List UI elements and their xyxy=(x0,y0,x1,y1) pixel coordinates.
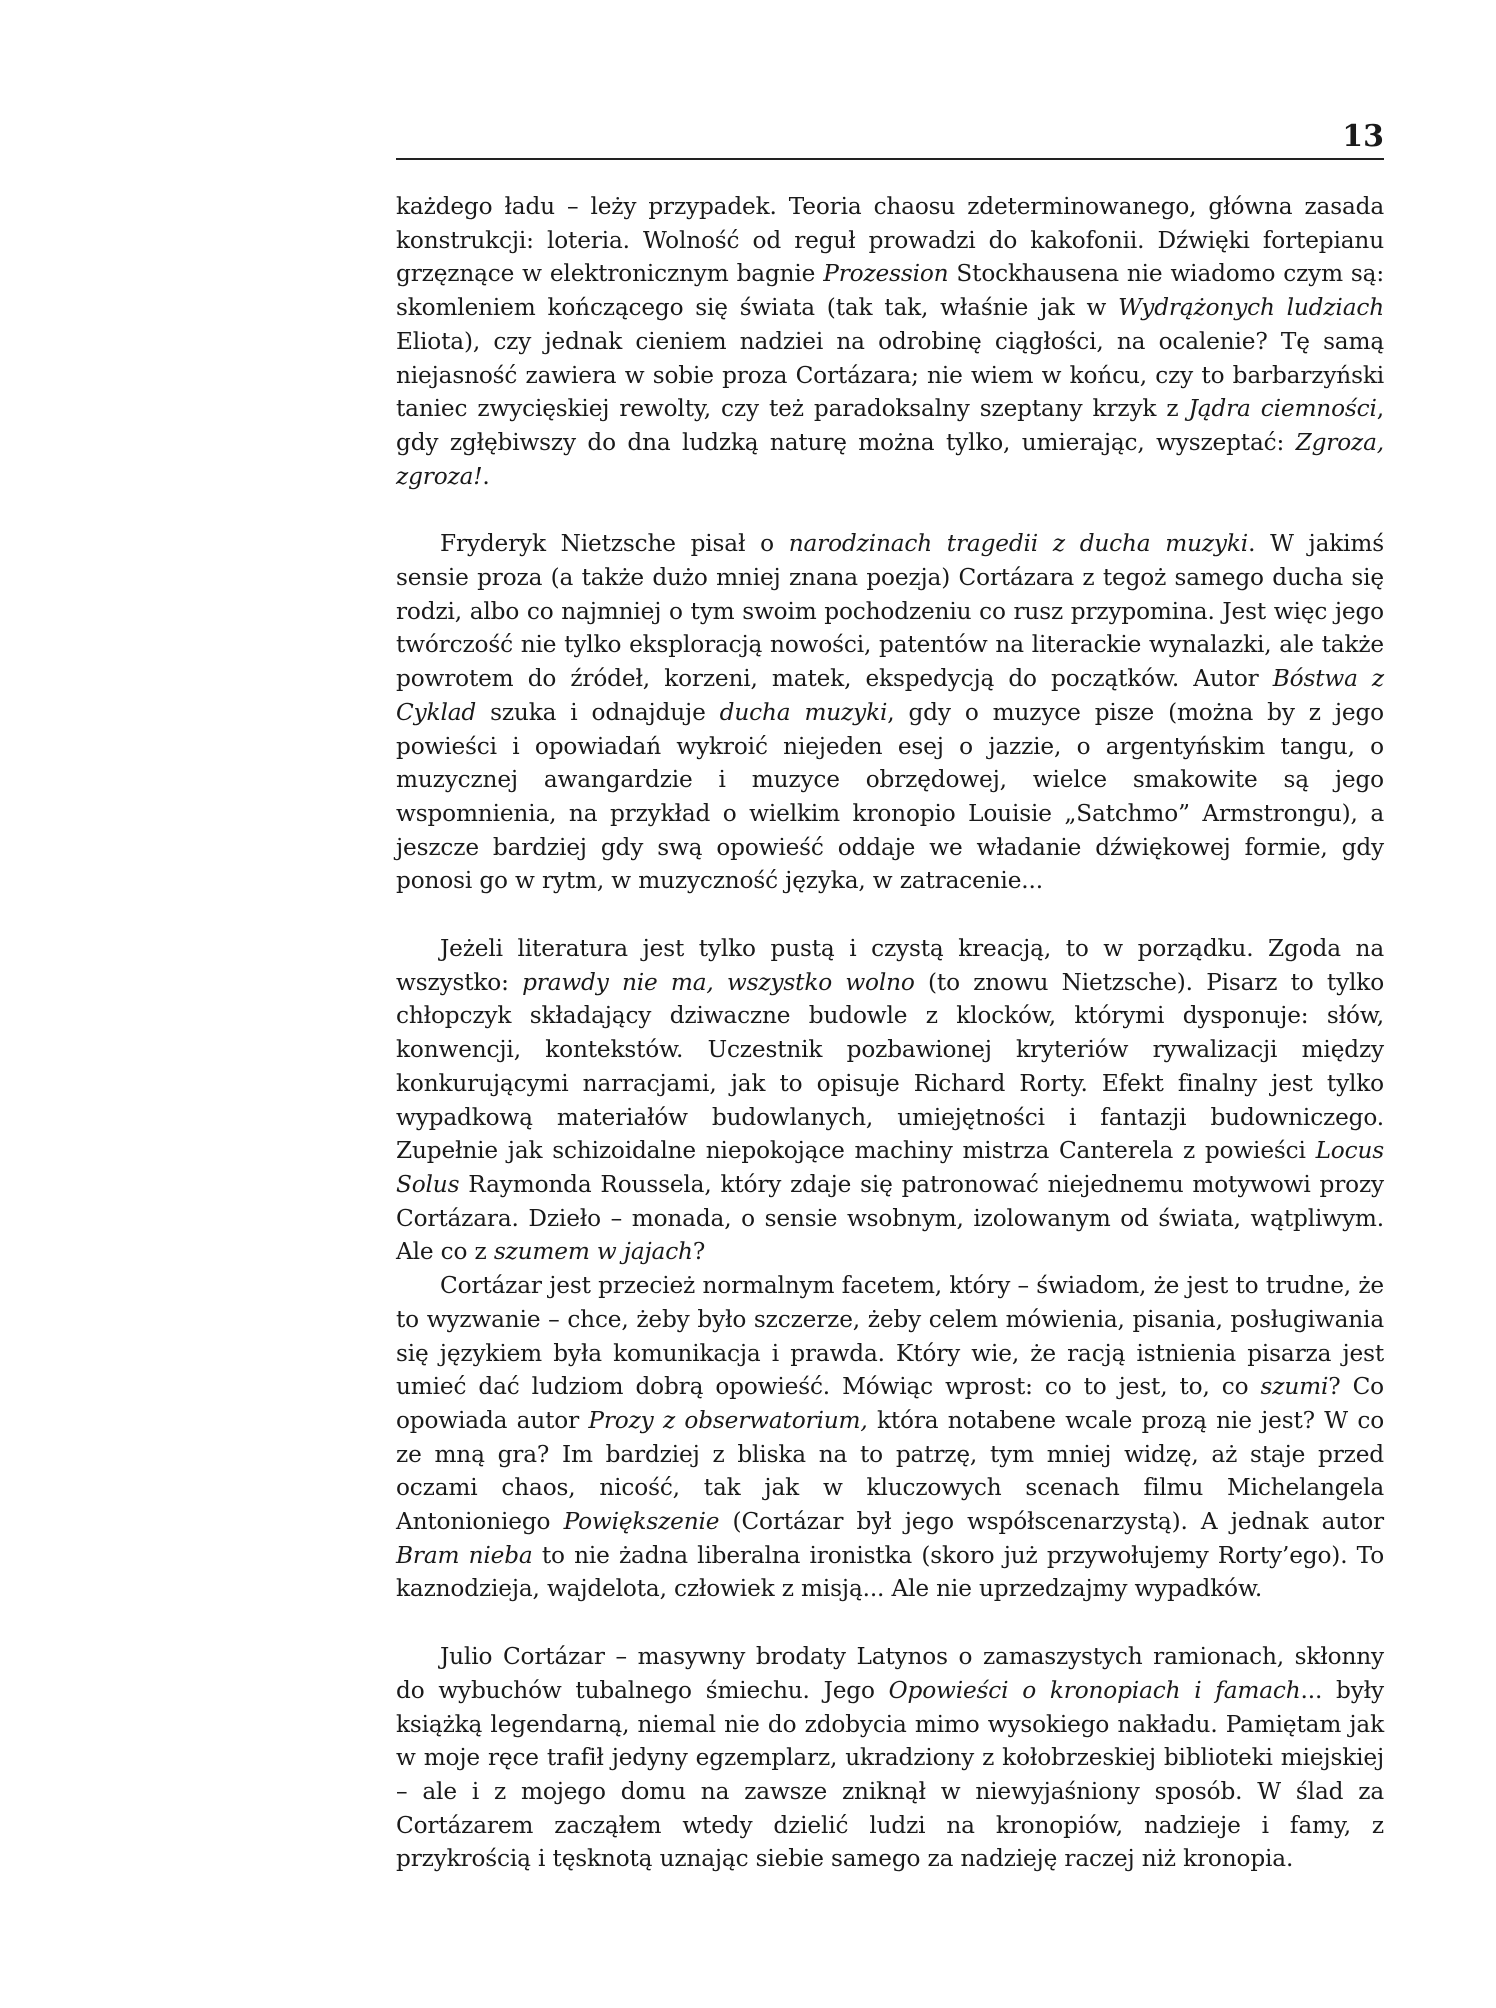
text-run: która notabene wcale prozą nie jest? W co ze mną gra? Im bardziej z bliska na to patrzę, tym mniej widzę, aż staje przed oczami chaos, nicość, tak jak w kluczowych scenach filmu Michelangela Antonioniego xyxy=(396,1406,1384,1536)
italic-title: szumi xyxy=(1260,1373,1329,1401)
paragraph-2 xyxy=(396,527,1384,898)
text-run: to nie żadna liberalna ironistka (skoro już przywołujemy Rorty’ego). To kaznodzieja, wajdelota, człowiek z misją... Ale nie uprzedzajmy wypadków. xyxy=(396,1541,1385,1603)
text-run: ? Co opowiada autor xyxy=(396,1373,1384,1434)
text-run: (to znowu Nietzsche). Pisarz to tylko chłopczyk składający dziwaczne budowle z klocków, którymi dysponuje: słów, konwencji, kontekstów. Uczestnik pozbawionej kryteriów rywalizacji między konkurującymi narracjami, jak to opisuje Richard Rorty. Efekt finalny jest tylko wypadkową materiałów budowlanych, umiejętności i fantazji budowniczego. Zupełnie jak schizoidalne niepokojące machiny mistrza Canterela z powieści xyxy=(396,968,1385,1165)
paragraph-4 xyxy=(396,1269,1384,1606)
text-run: ? xyxy=(692,1238,706,1266)
text-run: szuka i odnajduje xyxy=(476,698,720,726)
text-run: ... były książką legendarną, niemal nie do zdobycia mimo wysokiego nakładu. Pamiętam jak w moje ręce trafił jedyny egzemplarz, ukradziony z kołobrzeskiej biblioteki miejskiej – ale i z mojego domu na zawsze zniknął w niewyjaśniony sposób. W ślad za Cortázarem zacząłem wtedy dzielić ludzi na kronopiów, nadzieje i famy, z przykrością i tęsknotą uznając siebie samego za nadzieję raczej niż kronopia. xyxy=(396,1676,1384,1873)
italic-title: Bóstwa z Cyklad xyxy=(396,665,1384,726)
text-run: Julio Cortázar – masywny brodaty Latynos o zamaszystych ramionach, skłonny do wybuchów tubalnego śmiechu. Jego xyxy=(396,1643,1384,1704)
italic-title: Zgroza, zgroza! xyxy=(396,428,1384,490)
italic-title: szumem w jajach xyxy=(493,1238,693,1266)
page-header xyxy=(396,118,1384,160)
text-run: Jeżeli literatura jest tylko pustą i czystą kreacją, to w porządku. Zgoda na wszystko: xyxy=(396,935,1384,996)
italic-title: Locus Solus xyxy=(396,1137,1384,1198)
italic-title: Opowieści o kronopiach i famach xyxy=(888,1676,1301,1704)
body-text xyxy=(396,190,1384,1876)
italic-title: ducha muzyki xyxy=(719,698,888,726)
text-run: . xyxy=(482,462,490,490)
italic-title: Powiększenie xyxy=(563,1508,720,1536)
italic-title: Bram nieba xyxy=(396,1541,533,1569)
italic-title: prawdy nie ma, wszystko wolno xyxy=(522,968,915,996)
italic-title: Jądra ciemności xyxy=(1188,395,1377,423)
text-run: (Cortázar był jego współscenarzystą). A jednak autor xyxy=(719,1508,1384,1536)
text-run: Eliota), czy jednak cieniem nadziei na odrobinę ciągłości, na ocalenie? Tę samą niejasność zawiera w sobie proza Cortázara; nie wiem w końcu, czy to barbarzyński taniec zwycięskiej rewolty, czy też paradoksalny szeptany krzyk z xyxy=(396,327,1384,423)
paragraph-5 xyxy=(396,1640,1384,1876)
text-run: Cortázar jest przecież normalnym facetem, który – świadom, że jest to trudne, że to wyzwanie – chce, żeby było szczerze, żeby celem mówienia, pisania, posługiwania się językiem była komunikacja i prawda. Który wie, że racją istnienia pisarza jest umieć dać ludziom dobrą opowieść. Mówiąc wprost: co to jest, to, co xyxy=(396,1272,1384,1401)
text-run: Stockhausena nie wiadomo czym są: skomleniem kończącego się świata (tak tak, właśnie jak w xyxy=(396,260,1384,322)
text-run: , gdy o muzyce pisze (można by z jego powieści i opowiadań wykroić niejeden esej o jazzie, o argentyńskim tangu, o muzycznej awangardzie i muzyce obrzędowej, wielce smakowite są jego wspomnienia, na przykład o wielkim kronopio Louisie „Satchmo” Armstrongu), a jeszcze bardziej gdy swą opowieść oddaje we władanie dźwiękowej formie, gdy ponosi go w rytm, w muzyczność języka, w zatracenie... xyxy=(396,698,1384,895)
text-run: Raymonda Roussela, który zdaje się patronować niejednemu motywowi prozy Cortázara. Dzieło – monada, o sensie wsobnym, izolowanym od świata, wątpliwym. Ale co z xyxy=(396,1170,1384,1266)
italic-title: narodzinach tragedii z ducha muzyki xyxy=(788,530,1249,558)
italic-title: Prozy z obserwatorium, xyxy=(588,1406,868,1434)
text-run: Fryderyk Nietzsche pisał o xyxy=(440,530,789,558)
italic-title: Wydrążonych ludziach xyxy=(1118,294,1384,322)
page-number: 13 xyxy=(1342,119,1384,154)
text-run: , gdy zgłębiwszy do dna ludzką naturę można tylko, umierając, wyszeptać: xyxy=(396,395,1384,456)
paragraph-1 xyxy=(396,190,1384,493)
text-run: . W jakimś sensie proza (a także dużo mniej znana poezja) Cortázara z tegoż samego ducha się rodzi, albo co najmniej o tym swoim pochodzeniu co rusz przypomina. Jest więc jego twórczość nie tylko eksploracją nowości, patentów na literackie wynalazki, ale także powrotem do źródeł, korzeni, matek, ekspedycją do początków. Autor xyxy=(396,530,1384,693)
paragraph-3 xyxy=(396,932,1384,1269)
text-run: każdego ładu – leży przypadek. Teoria chaosu zdeterminowanego, główna zasada konstrukcji: loteria. Wolność od reguł prowadzi do kakofonii. Dźwięki fortepianu grzęznące w elektronicznym bagnie xyxy=(396,193,1384,288)
italic-title: Prozession xyxy=(823,260,949,288)
